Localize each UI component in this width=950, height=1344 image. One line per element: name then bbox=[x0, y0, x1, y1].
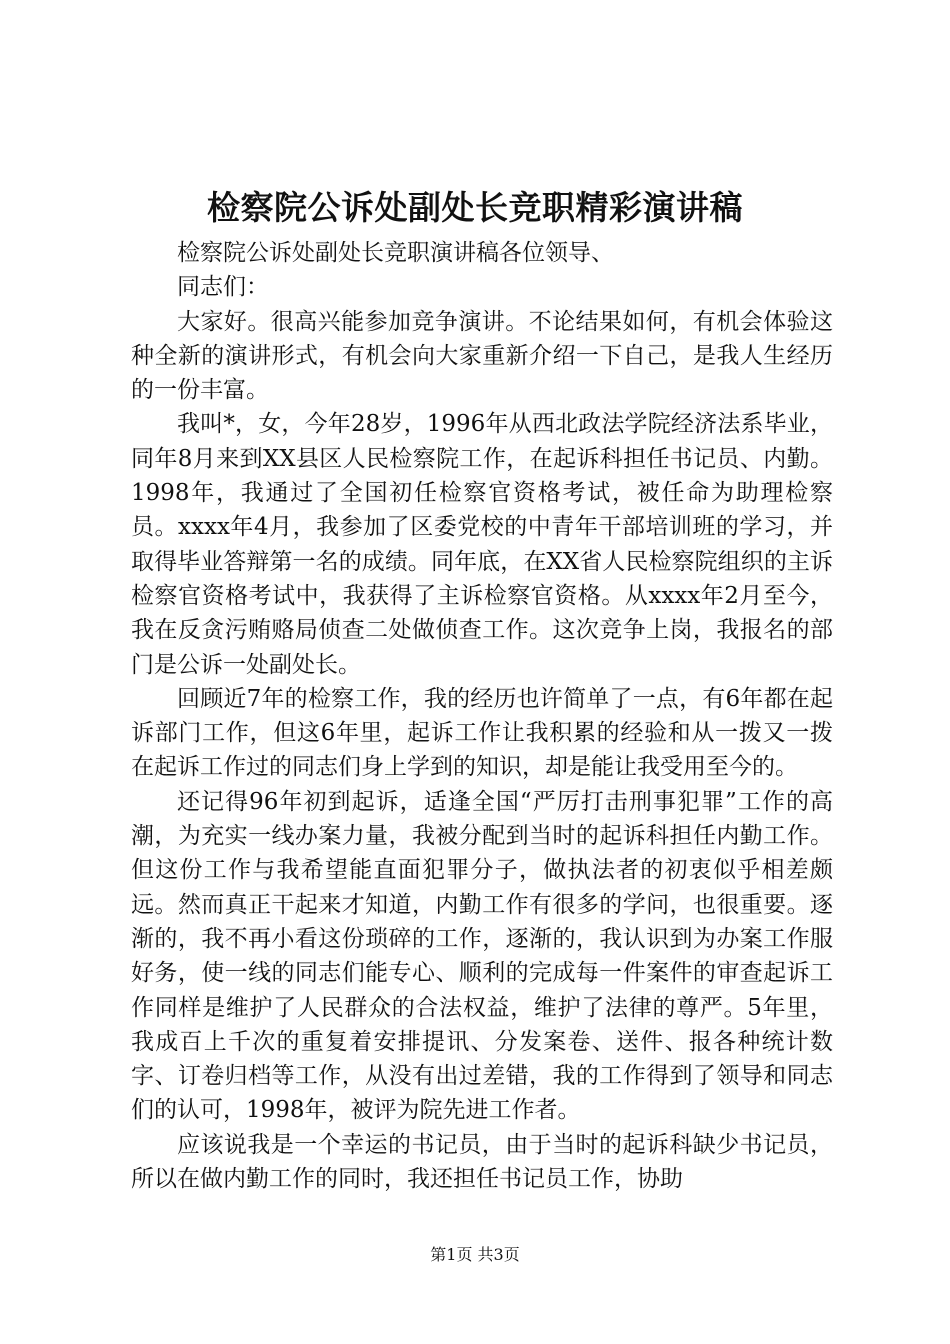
paragraph-heading-line: 检察院公诉处副处长竞职演讲稿各位领导、 bbox=[177, 240, 614, 266]
paragraph-greeting: 大家好。很高兴能参加竞争演讲。不论结果如何，有机会体验这种全新的演讲形式，有机会向大家重新介绍一下自己，是我人生经历的一份丰富。 bbox=[131, 308, 833, 404]
paragraph-salutation: 同志们： bbox=[177, 274, 269, 301]
document-body bbox=[131, 236, 833, 1196]
paragraph-self-introduction: 我叫*，女，今年28岁，1996年从西北政法学院经济法系毕业，同年8月来到XX县区人民检察院工作，在起诉科担任书记员、内勤。1998年，我通过了全国初任检察官资格考试，被任命为助理检察员。xxxx年4月，我参加了区委党校的中青年干部培训班的学习，并取得毕业答辩第一名的成绩。同年底，在XX省人民检察院组织的主诉检察官资格考试中，我获得了主诉检察官资格。从xxxx年2月至今，我在反贪污贿赂局侦查二处做侦查工作。这次竞争上岗，我报名的部门是公诉一处副处长。 bbox=[131, 411, 833, 678]
paragraph-clerk: 应该说我是一个幸运的书记员，由于当时的起诉科缺少书记员，所以在做内勤工作的同时，我还担任书记员工作，协助 bbox=[131, 1131, 833, 1193]
document-title: 检察院公诉处副处长竞职精彩演讲稿 bbox=[207, 188, 743, 227]
paragraph-recollection: 还记得96年初到起诉，适逢全国“严厉打击刑事犯罪”工作的高潮，为充实一线办案力量，我被分配到当时的起诉科担任内勤工作。但这份工作与我希望能直面犯罪分子，做执法者的初衷似乎相差颇远。然而真正干起来才知道，内勤工作有很多的学问，也很重要。逐渐的，我不再小看这份琐碎的工作，逐渐的，我认识到为办案工作服好务，使一线的同志们能专心、顺利的完成每一件案件的审查起诉工作同样是维护了人民群众的合法权益，维护了法律的尊严。5年里，我成百上千次的重复着安排提讯、分发案卷、送件、报各种统计数字、订卷归档等工作，从没有出过差错，我的工作得到了领导和同志们的认可，1998年，被评为院先进工作者。 bbox=[131, 788, 833, 1124]
paragraph-review: 回顾近7年的检察工作，我的经历也许简单了一点，有6年都在起诉部门工作，但这6年里，起诉工作让我积累的经验和从一拨又一拨在起诉工作过的同志们身上学到的知识，却是能让我受用至今的。 bbox=[131, 685, 833, 781]
page-footer: 第1页 共3页 bbox=[430, 1245, 520, 1264]
